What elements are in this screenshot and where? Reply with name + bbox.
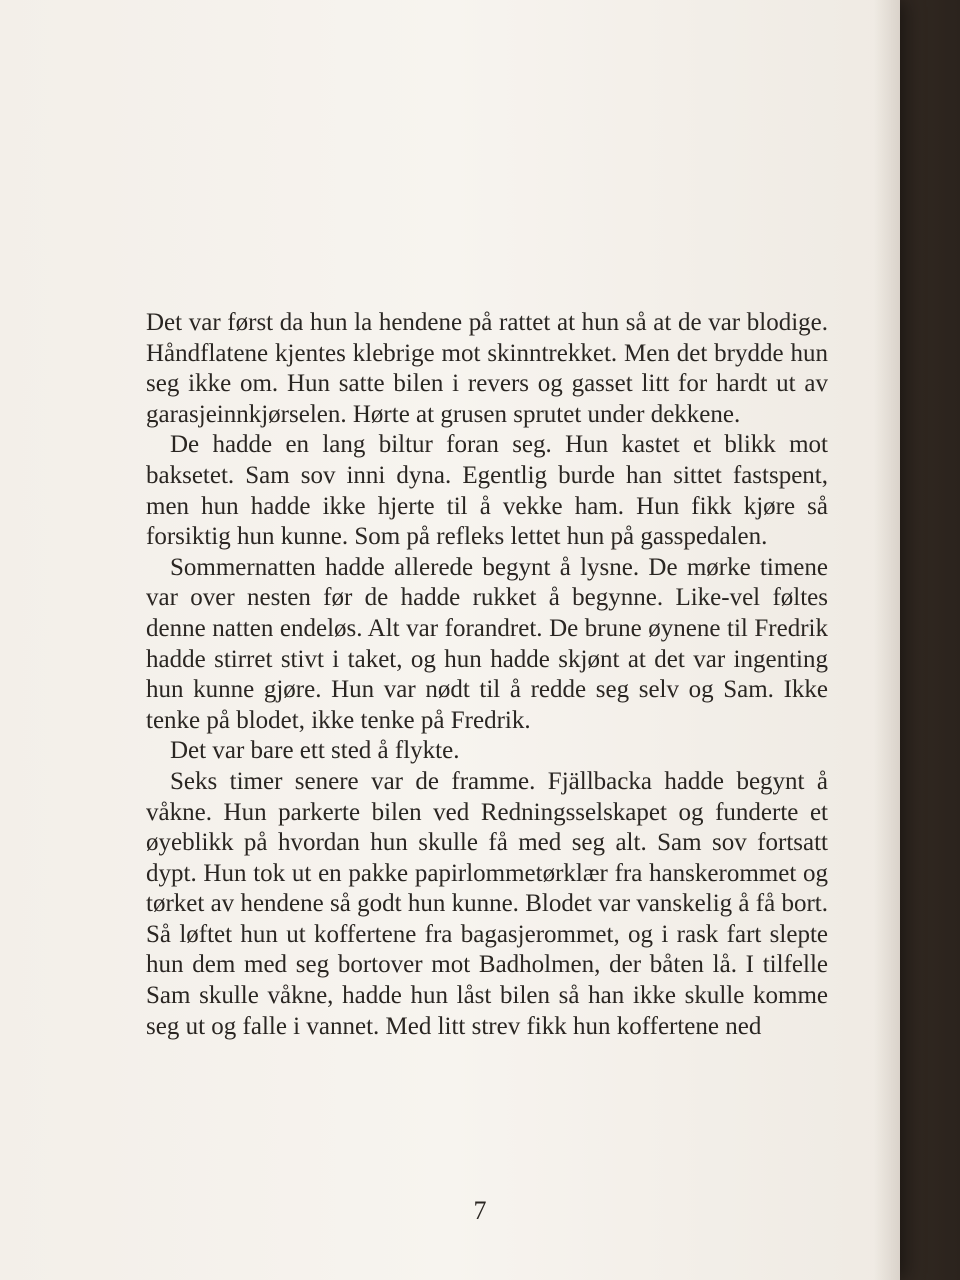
page-number: 7 — [473, 1196, 487, 1225]
paragraph-5: Seks timer senere var de framme. Fjällbacka hadde begynt å våkne. Hun parkerte bilen ved Redningsselskapet og funderte et øyeblikk på hvordan hun skulle få med seg alt. Sam sov fortsatt dypt. Hun tok ut en pakke papirlommetørklær fra hanskerommet og tørket av hendene så godt hun kunne. Blodet var vanskelig å få bort. Så løftet hun ut koffertene fra bagasjerommet, og i rask fart slepte hun dem med seg bortover mot Badholmen, der båten lå. I tilfelle Sam skulle våkne, hadde hun låst bilen så han ikke skulle komme seg ut og falle i vannet. Med litt strev fikk hun koffertene ned — [146, 767, 828, 1040]
paragraph-2: De hadde en lang biltur foran seg. Hun kastet et blikk mot baksetet. Sam sov inni dyna. Egentlig burde han sittet fastspent, men hun hadde ikke hjerte til å vekke ham. Hun fikk kjøre så forsiktig hun kunne. Som på refleks lettet hun på gasspedalen. — [146, 431, 828, 551]
paragraph-1: Det var først da hun la hendene på rattet at hun så at de var blodige. Håndflatene kjentes klebrige mot skinntrekket. Men det brydde hun seg ikke om. Hun satte bilen i revers og gasset litt for hardt ut av garasjeinnkjørselen. Hørte at grusen sprutet under dekkene. — [146, 309, 828, 428]
paragraph-3: Sommernatten hadde allerede begynt å lysne. De mørke timene var over nesten før de hadde rukket å begynne. Like-vel føltes denne natten endeløs. Alt var forandret. De brune øynene til Fredrik hadde stirret stivt i taket, og hun hadde skjønt at det var ingenting hun kunne gjøre. Hun var nødt til å redde seg selv og Sam. Ikke tenke på blodet, ikke tenke på Fredrik. — [146, 553, 828, 734]
body-text — [146, 308, 828, 1042]
paragraph-4: Det var bare ett sted å flykte. — [170, 737, 460, 765]
